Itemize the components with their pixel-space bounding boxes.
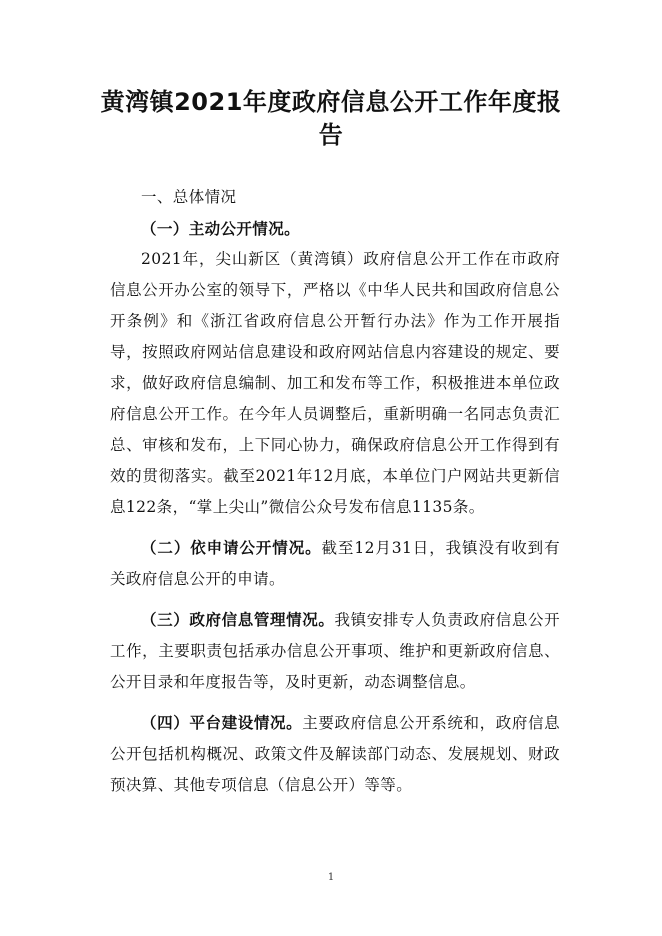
text-request-disclosure: 截至12月31日，我镇没有收到有关政府信息公开的申请。 — [110, 539, 560, 588]
paragraph-platform-construction — [110, 707, 560, 801]
paragraph-active-disclosure: 2021年，尖山新区（黄湾镇）政府信息公开工作在市政府信息公开办公室的领导下，严格以《中华人民共和国政府信息公开条例》和《浙江省政府信息公开暂行办法》作为工作开展指导，按照政府网站信息建设和政府网站信息内容建设的规定、要求，做好政府信息编制、加工和发布等工作，积极推进本单位政府信息公开工作。在今年人员调整后，重新明确一名同志负责汇总、审核和发布，上下同心协力，确保政府信息公开工作得到有效的贯彻落实。截至2021年12月底，本单位门户网站共更新信息122条，“掌上尖山”微信公众号发布信息1135条。 — [110, 250, 560, 516]
page-number: 1 — [327, 872, 335, 883]
subsection-heading-active-disclosure: （一）主动公开情况。 — [141, 219, 301, 238]
section-heading-overview: 一、总体情况 — [141, 188, 237, 206]
text-platform-construction: 主要政府信息公开系统和，政府信息公开包括机构概况、政策文件及解读部门动态、发展规划、财政预决算、其他专项信息（信息公开）等等。 — [110, 714, 560, 794]
paragraph-request-disclosure — [110, 532, 560, 595]
document-title: 黄湾镇2021年度政府信息公开工作年度报告 — [100, 88, 562, 149]
paragraph-info-management — [110, 604, 560, 698]
subsection-heading-platform-construction: （四）平台建设情况。 — [141, 713, 303, 732]
subsection-heading-info-management: （三）政府信息管理情况。 — [141, 610, 335, 629]
subsection-heading-request-disclosure: （二）依申请公开情况。 — [141, 538, 322, 557]
text-info-management: 我镇安排专人负责政府信息公开工作，主要职责包括承办信息公开事项、维护和更新政府信息、公开目录和年度报告等，及时更新，动态调整信息。 — [110, 611, 560, 691]
document-body — [110, 182, 560, 801]
